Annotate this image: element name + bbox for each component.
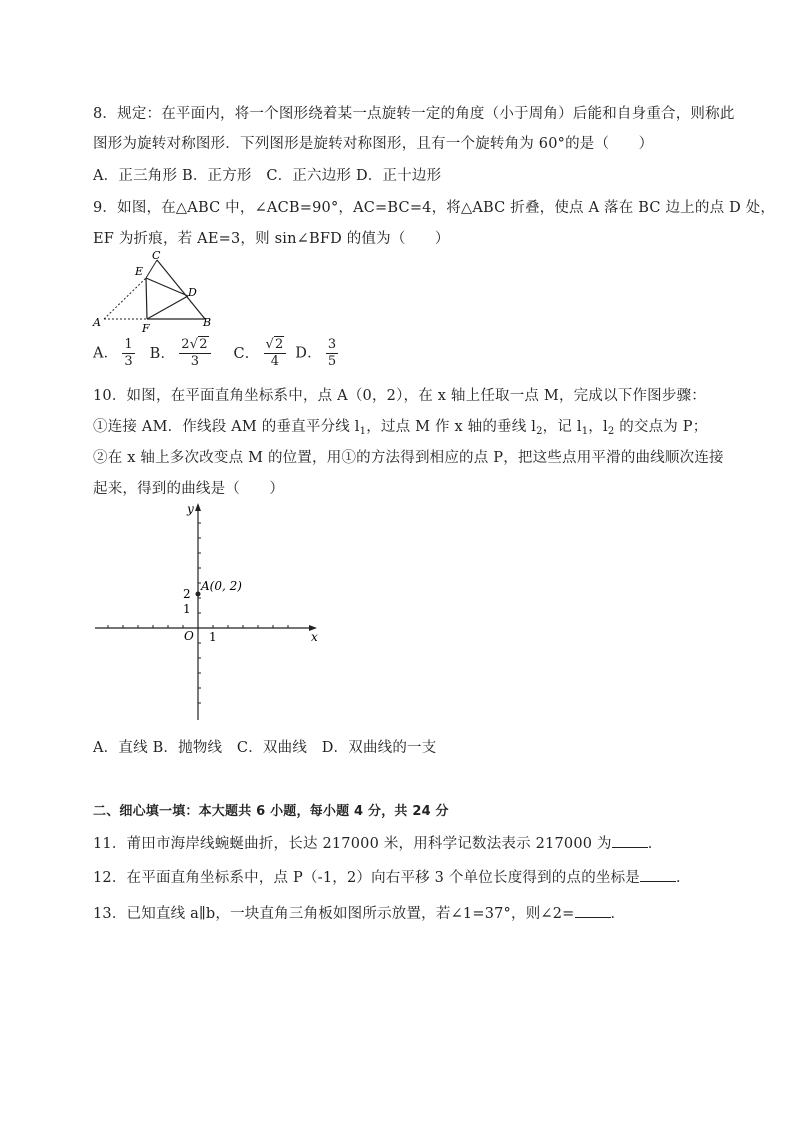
q8-options: A．正三角形 B．正方形 C．正六边形 D．正十边形 bbox=[93, 168, 442, 184]
q9-options: A． $\frac{1}{3}$ B． $\frac{2√2}{3}$ C． $\frac{√2}{4}$ D． $\frac{3}{5}$ bbox=[93, 337, 337, 369]
x-tick-1: 1 bbox=[209, 630, 217, 644]
q9-line-1: 9．如图，在△ABC 中，∠ACB=90°，AC=BC=4，将△ABC 折叠，使点 A 落在 BC 边上的点 D 处， bbox=[93, 200, 776, 216]
q12: 12．在平面直角坐标系中，点 P（-1，2）向右平移 3 个单位长度得到的点的坐标是 ． bbox=[93, 870, 691, 886]
origin-label: O bbox=[184, 629, 194, 643]
label-d: D bbox=[188, 286, 197, 299]
label-e: E bbox=[135, 265, 144, 278]
q13: 13．已知直线 a∥b，一块直角三角板如图所示放置，若∠1=37°，则∠2= ． bbox=[93, 906, 626, 922]
point-a-label: A(0, 2) bbox=[201, 579, 242, 593]
answer-blank-13[interactable] bbox=[575, 905, 611, 918]
y-tick-2: 2 bbox=[183, 587, 191, 601]
label-c: C bbox=[152, 249, 161, 262]
answer-blank-12[interactable] bbox=[640, 869, 676, 882]
q9-triangle-figure bbox=[90, 248, 220, 334]
label-b: B bbox=[203, 316, 212, 329]
q10-options: A．直线 B．抛物线 C．双曲线 D．双曲线的一支 bbox=[93, 740, 437, 756]
q10-line-4: 起来，得到的曲线是（ ） bbox=[93, 481, 285, 497]
y-axis-label: y bbox=[187, 502, 194, 516]
y-tick-1: 1 bbox=[183, 602, 191, 616]
answer-blank-11[interactable] bbox=[612, 835, 648, 848]
q10-line-2: ①连接 AM．作线段 AM 的垂直平分线 $l_1$，过点 M 作 x 轴的垂线 $l_2$，记 $l_1$，$l_2$ 的交点为 P； bbox=[93, 419, 708, 437]
q8-line-2: 图形为旋转对称图形．下列图形是旋转对称图形，且有一个旋转角为 60°的是（ ） bbox=[93, 136, 654, 152]
label-a: A bbox=[93, 316, 101, 329]
q10-line-1: 10．如图，在平面直角坐标系中，点 A（0，2），在 x 轴上任取一点 M，完成以下作图步骤： bbox=[93, 388, 706, 404]
q10-coordinate-graph bbox=[93, 500, 323, 726]
q11: 11．莆田市海岸线蜿蜒曲折，长达 217000 米，用科学记数法表示 217000 为 ． bbox=[93, 836, 663, 852]
x-axis-label: x bbox=[311, 630, 318, 644]
label-f: F bbox=[142, 322, 150, 334]
point-a bbox=[196, 592, 201, 597]
q8-line-1: 8．规定：在平面内，将一个图形绕着某一点旋转一定的角度（小于周角）后能和自身重合，则称此 bbox=[93, 106, 735, 122]
q9-line-2: EF 为折痕，若 AE=3，则 sin∠BFD 的值为（ ） bbox=[93, 231, 450, 247]
section-2-title: 二、细心填一填：本大题共 6 小题，每小题 4 分，共 24 分 bbox=[93, 804, 449, 819]
q10-line-3: ②在 x 轴上多次改变点 M 的位置，用①的方法得到相应的点 P，把这些点用平滑的曲线顺次连接 bbox=[93, 450, 724, 466]
